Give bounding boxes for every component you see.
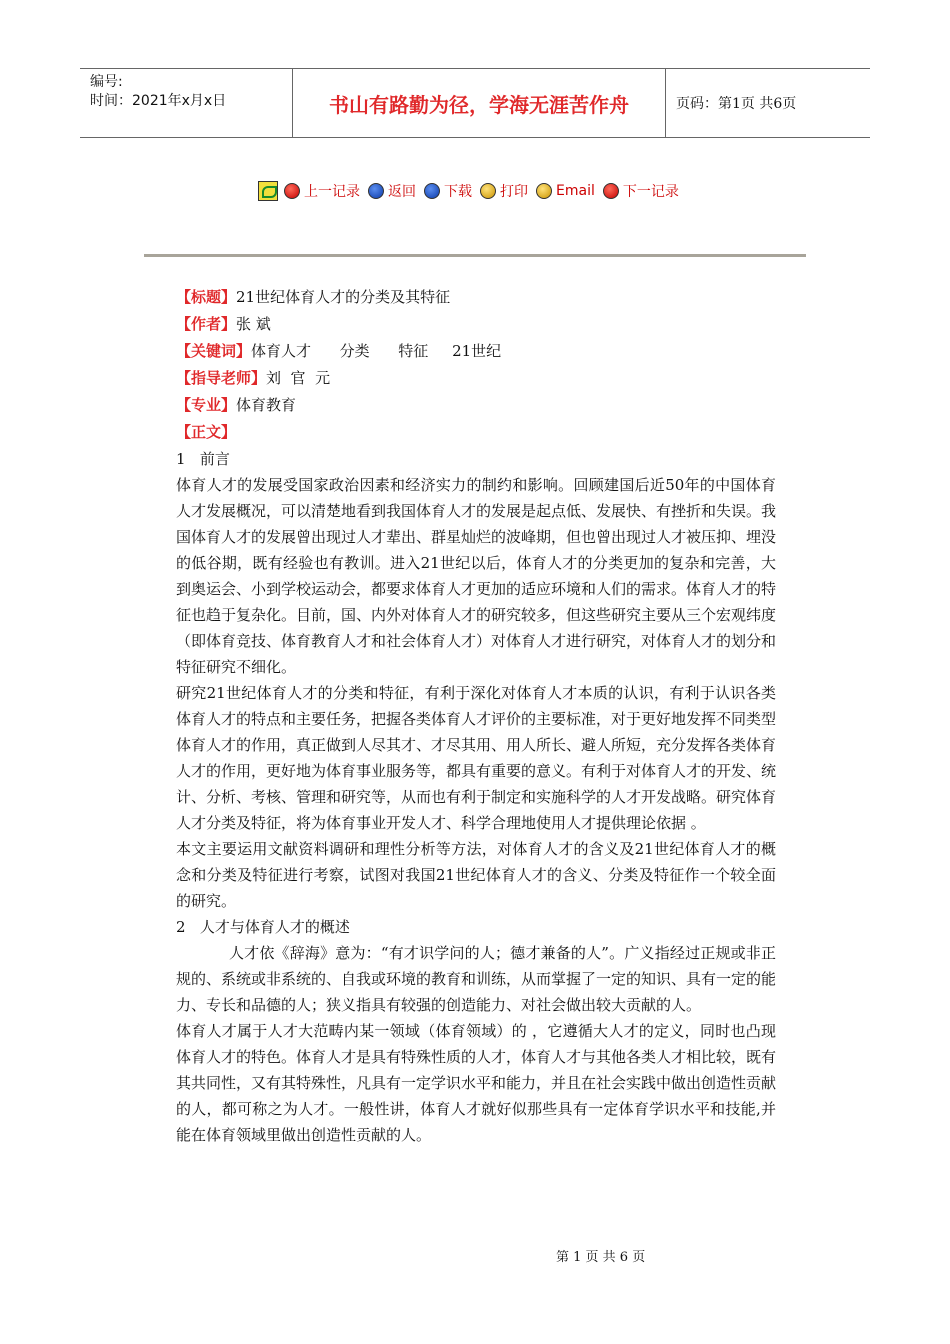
advisor-field: 【指导老师】刘 官 元 <box>176 369 331 387</box>
page-footer: 第 1 页 共 6 页 <box>556 1250 646 1265</box>
body-label: 【正文】 <box>176 423 237 441</box>
keywords-field: 【关键词】体育人才 分类 特征 21世纪 <box>176 342 502 360</box>
site-logo-icon <box>258 181 278 201</box>
page-code: 页码：第1页 共6页 <box>676 96 797 112</box>
back-link[interactable]: 返回 <box>368 181 416 201</box>
motto: 书山有路勤为径，学海无涯苦作舟 <box>293 69 666 137</box>
email-link[interactable]: Email <box>536 183 595 199</box>
major-field: 【专业】体育教育 <box>176 396 297 414</box>
red-ball-icon <box>284 183 300 199</box>
paragraph: 体育人才属于人才大范畴内某一领域（体育领域）的 ，它遵循大人才的定义，同时也凸现体育人才的特色。体育人才是具有特殊性质的人才，体育人才与其他各类人才相比较，既有其共同性，又有其特殊性，凡具有一定学识水平和能力，并且在社会实践中做出创造性贡献的人，都可称之为人才。一般性讲，体育人才就好似那些具有一定体育学识水平和技能,并能在体育领域里做出创造性贡献的人。 <box>176 1022 777 1144</box>
page-header <box>80 68 870 138</box>
divider <box>144 254 806 257</box>
paragraph: 人才依《辞海》意为：“有才识学问的人；德才兼备的人”。广义指经过正规或非正规的、系统或非系统的、自我或环境的教育和训练，从而掌握了一定的知识、具有一定的能力、专长和品德的人；狭义指具有较强的创造能力、对社会做出较大贡献的人。 <box>176 944 777 1014</box>
section-heading: 1 前言 <box>176 450 230 468</box>
printer-icon <box>480 183 496 199</box>
time-label: 时间：2021年x月x日 <box>90 93 227 109</box>
article-body <box>176 446 776 1148</box>
author-field: 【作者】张 斌 <box>176 315 271 333</box>
envelope-icon <box>536 183 552 199</box>
print-link[interactable]: 打印 <box>480 181 528 201</box>
download-link[interactable]: 下载 <box>424 181 472 201</box>
back-arrow-icon <box>368 183 384 199</box>
header-meta <box>80 69 293 137</box>
next-record-link[interactable]: 下一记录 <box>603 181 679 201</box>
paragraph: 体育人才的发展受国家政治因素和经济实力的制约和影响。回顾建国后近50年的中国体育人才发展概况，可以清楚地看到我国体育人才的发展是起点低、发展快、有挫折和失误。我国体育人才的发展曾出现过人才辈出、群星灿烂的波峰期，但也曾出现过人才被压抑、埋没的低谷期，既有经验也有教训。进入21世纪以后，体育人才的分类更加的复杂和完善，大到奥运会、小到学校运动会，都要求体育人才更加的适应环境和人们的需求。体育人才的特征也趋于复杂化。目前，国、内外对体育人才的研究较多，但这些研究主要从三个宏观纬度（即体育竞技、体育教育人才和社会体育人才）对体育人才进行研究，对体育人才的划分和特征研究不细化。 <box>176 476 777 676</box>
paragraph: 研究21世纪体育人才的分类和特征，有利于深化对体育人才本质的认识，有利于认识各类体育人才的特点和主要任务，把握各类体育人才评价的主要标准，对于更好地发挥不同类型体育人才的作用，真正做到人尽其才、才尽其用、用人所长、避人所短，充分发挥各类体育人才的作用，更好地为体育事业服务等，都具有重要的意义。有利于对体育人才的开发、统计、分析、考核、管理和研究等，从而也有利于制定和实施科学的人才开发战略。研究体育人才分类及特征，将为体育事业开发人才、科学合理地使用人才提供理论依据 。 <box>176 684 777 832</box>
title-field: 【标题】21世纪体育人才的分类及其特征 <box>176 288 451 306</box>
paragraph: 本文主要运用文献资料调研和理性分析等方法，对体育人才的含义及21世纪体育人才的概念和分类及特征进行考察，试图对我国21世纪体育人才的含义、分类及特征作一个较全面的研究。 <box>176 840 776 910</box>
section-heading: 2 人才与体育人才的概述 <box>176 918 350 936</box>
record-nav-bar <box>258 181 685 201</box>
red-ball-icon <box>603 183 619 199</box>
prev-record-link[interactable]: 上一记录 <box>284 181 360 201</box>
number-label: 编号: <box>90 74 123 90</box>
download-icon <box>424 183 440 199</box>
